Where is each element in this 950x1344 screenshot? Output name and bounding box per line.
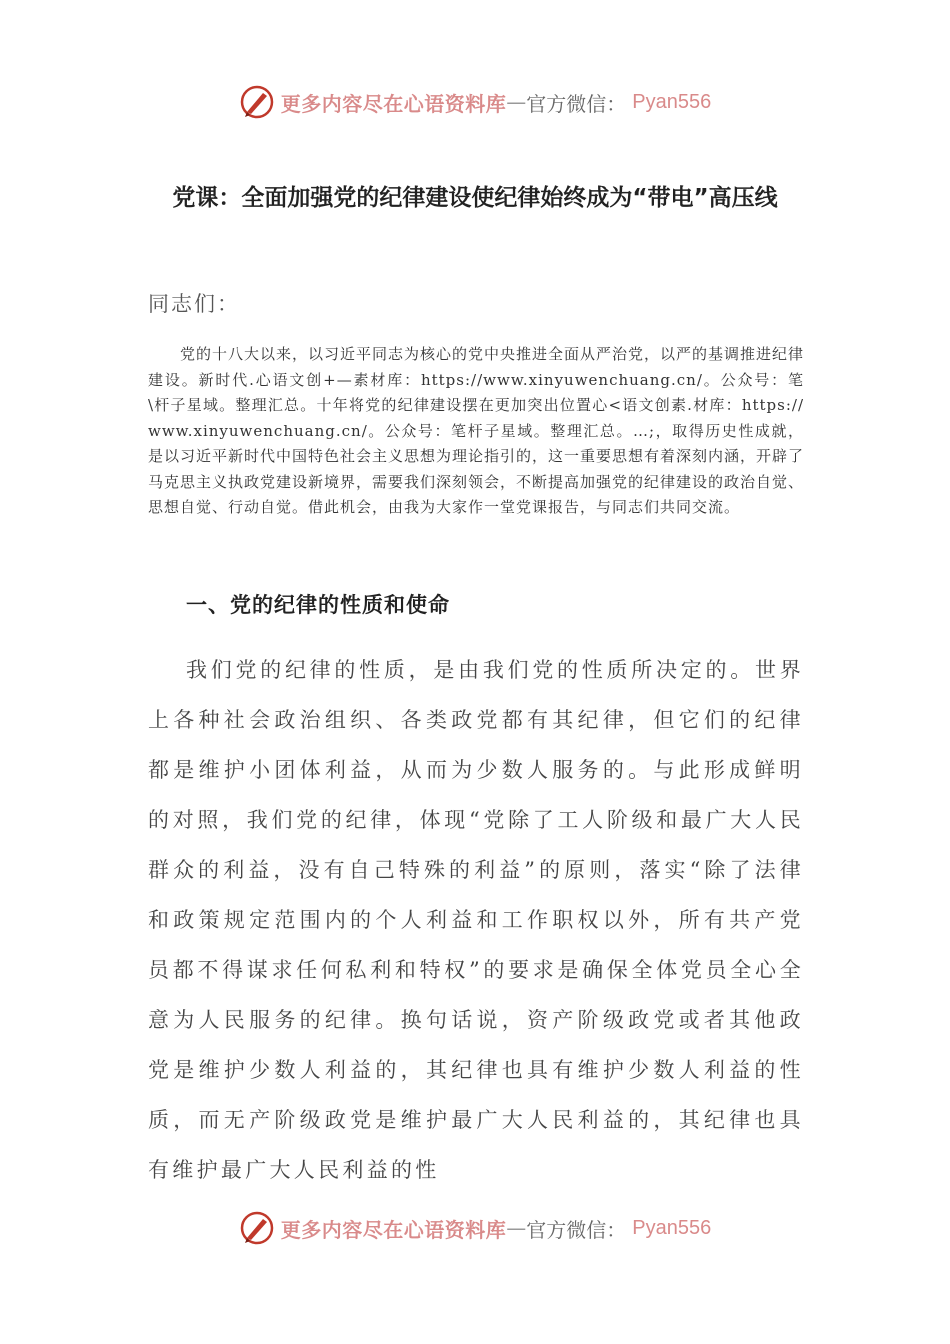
greeting: 同志们： bbox=[148, 292, 240, 316]
pen-logo-icon bbox=[239, 1210, 275, 1246]
banner-brand: 更多内容尽在心语资料库 bbox=[280, 91, 507, 116]
header-banner bbox=[0, 82, 950, 122]
section-heading: 一、党的纪律的性质和使命 bbox=[186, 593, 450, 617]
banner-label: 官方微信： bbox=[526, 1217, 627, 1242]
banner-separator: — bbox=[506, 90, 527, 114]
banner-brand: 更多内容尽在心语资料库 bbox=[280, 1217, 507, 1242]
banner-label: 官方微信： bbox=[526, 91, 627, 116]
banner-wechat-id: Pyan556 bbox=[632, 90, 712, 113]
footer-banner bbox=[0, 1208, 950, 1248]
body-paragraph: 我们党的纪律的性质，是由我们党的性质所决定的。世界上各种社会政治组织、各类政党都有其纪律，但它们的纪律都是维护小团体利益，从而为少数人服务的。与此形成鲜明的对照，我们党的纪律，体现“党除了工人阶级和最广大人民群众的利益，没有自己特殊的利益”的原则，落实“除了法律和政策规定范围内的个人利益和工作职权以外，所有共产党员都不得谋求任何私利和特权”的要求是确保全体党员全心全意为人民服务的纪律。换句话说，资产阶级政党或者其他政党是维护少数人利益的，其纪律也具有维护少数人利益的性质，而无产阶级政党是维护最广大人民利益的，其纪律也具有维护最广大人民利益的性 bbox=[148, 658, 804, 1182]
banner-separator: — bbox=[506, 1216, 527, 1240]
intro-paragraph: 党的十八大以来，以习近平同志为核心的党中央推进全面从严治党，以严的基调推进纪律建设。新时代.心语文创+—素材库：https://www.xinyuwenchuang.cn/。公众号：笔\杆子星域。整理汇总。十年将党的纪律建设摆在更加突出位置心<语文创素.材库：https://www.xinyuwenchuang.cn/。公众号：笔杆子星域。整理汇总。…;，取得历史性成就，是以习近平新时代中国特色社会主义思想为理论指引的，这一重要思想有着深刻内涵，开辟了马克思主义执政党建设新境界，需要我们深刻领会，不断提高加强党的纪律建设的政治自觉、思想自觉、行动自觉。借此机会，由我为大家作一堂党课报告，与同志们共同交流。 bbox=[148, 345, 805, 516]
document-title: 党课：全面加强党的纪律建设使纪律始终成为“带电”高压线 bbox=[172, 185, 778, 211]
pen-logo-icon bbox=[239, 84, 275, 120]
banner-wechat-id: Pyan556 bbox=[632, 1216, 712, 1239]
